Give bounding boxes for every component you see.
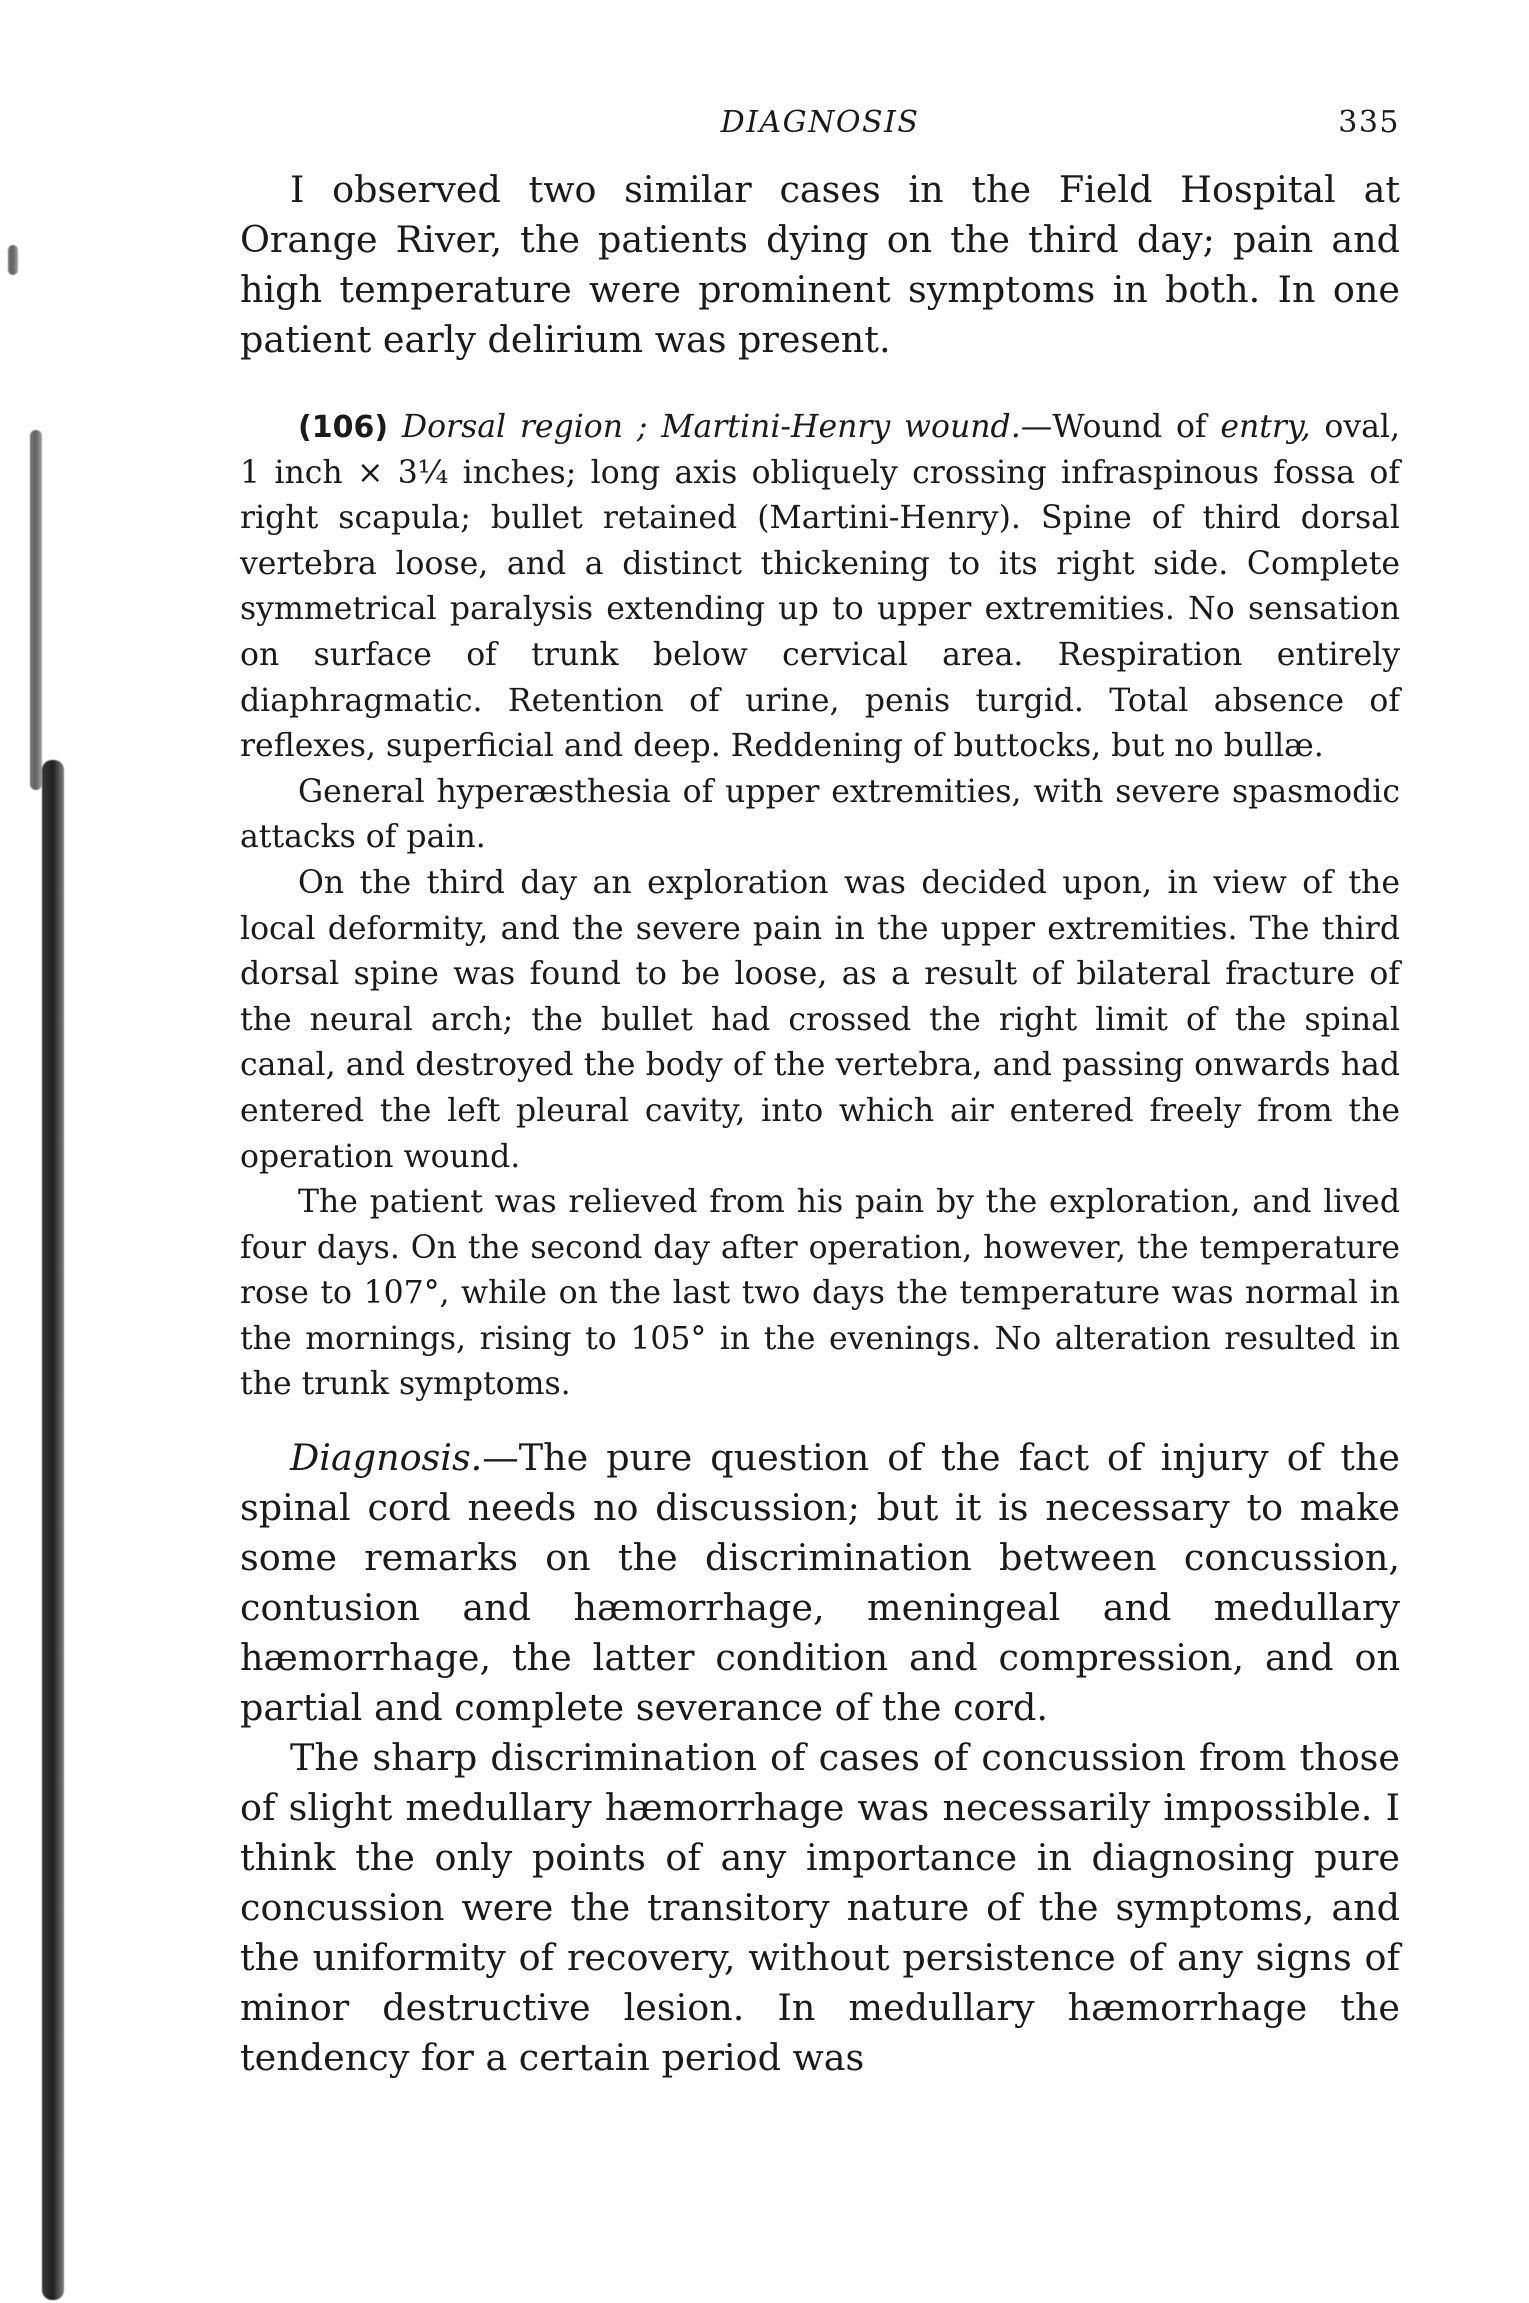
paragraph-diagnosis — [240, 1433, 1400, 1733]
binding-shadow — [0, 0, 120, 2303]
scan-fleck — [8, 245, 18, 275]
case-number: (106) — [298, 410, 389, 445]
paragraph-discrimination: The sharp discrimination of cases of concussion from those of slight medullary hæmorrhage was necessarily impossible. I think the only points of any importance in diagnosing pure concussion were the transitory nature of the symptoms, and the uniformity of recovery, without persistence of any signs of minor destructive lesion. In medullary hæmorrhage the tendency for a certain period was — [240, 1736, 1400, 2080]
case-dash: —Wound of — [1020, 409, 1221, 445]
case-entry-word: entry, — [1220, 409, 1311, 445]
paragraph-hyperaesthesia: General hyperæsthesia of upper extremities, with severe spasmodic attacks of pain. — [240, 773, 1400, 856]
diagnosis-label: Diagnosis. — [290, 1436, 483, 1480]
running-header — [240, 105, 1400, 165]
scan-shadow-lower — [42, 760, 64, 2300]
paragraph-relief: The patient was relieved from his pain by the exploration, and lived four days. On the second day after operation, however, the temperature rose to 107°, while on the last two days the temperature was normal in the mornings, rising to 105° in the evenings. No alteration resulted in the trunk symptoms. — [240, 1184, 1400, 1403]
paragraph-exploration: On the third day an exploration was decided upon, in view of the local deformity, and the severe pain in the upper extremities. The third dorsal spine was found to be loose, as a result of bilateral fracture of the neural arch; the bullet had crossed the right limit of the spinal canal, and destroyed the body of the vertebra, and passing onwards had entered the left pleural cavity, into which air entered freely from the operation wound. — [240, 864, 1400, 1175]
paragraph-field-hospital: I observed two similar cases in the Field Hospital at Orange River, the patients dying on the third day; pain and high temperature were prominent symptoms in both. In one patient early delirium was present. — [240, 168, 1400, 361]
running-title: DIAGNOSIS — [720, 105, 920, 140]
case-text: oval, 1 inch × 3¼ inches; long axis obliquely crossing infraspinous fossa of right scapula; bullet retained (Martini-Henry). Spine of third dorsal vertebra loose, and a distinct thickening to its right side. Complete symmetrical paralysis extending up to upper extremities. No sensation on surface of trunk below cervical area. Respiration entirely diaphragmatic. Retention of urine, penis turgid. Total absence of reflexes, superficial and deep. Reddening of buttocks, but no bullæ. — [240, 409, 1400, 765]
case-heading: Dorsal region ; Martini-Henry wound. — [401, 409, 1021, 445]
case-106-paragraph — [240, 405, 1400, 770]
diagnosis-text: —The pure question of the fact of injury of the spinal cord needs no discussion; but it is necessary to make some remarks on the discrimination between concussion, contusion and hæmorrhage, meningeal and medullary hæmorrhage, the latter condition and compression, and on partial and complete severance of the cord. — [240, 1436, 1400, 1730]
book-page — [240, 105, 1400, 2083]
page-number: 335 — [1338, 105, 1400, 140]
scan-shadow-upper — [30, 430, 42, 790]
